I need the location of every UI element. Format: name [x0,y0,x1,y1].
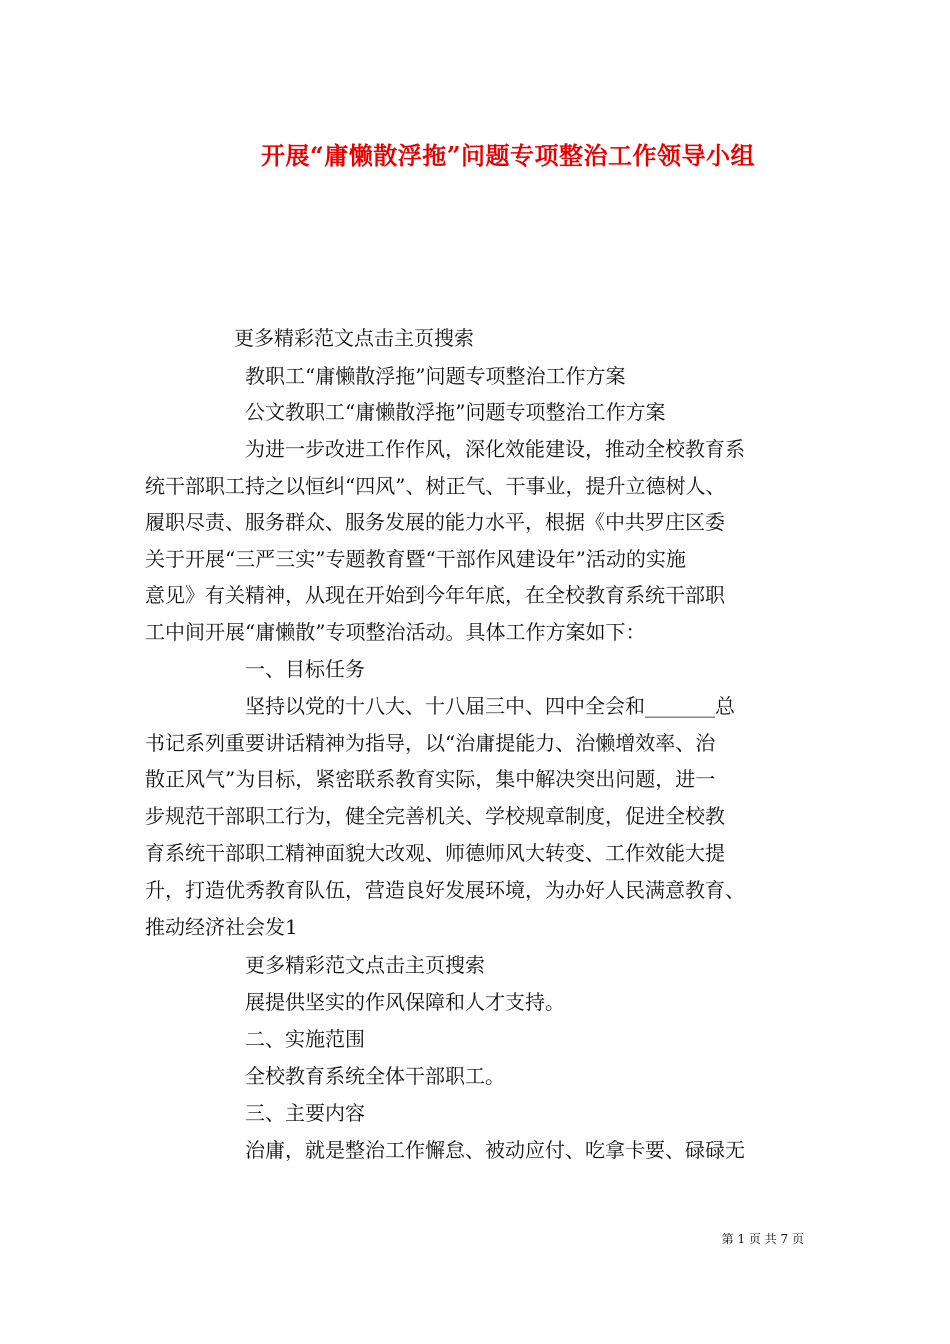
text-line: 更多精彩范文点击主页搜索 [234,326,474,350]
text-line: 育系统干部职工精神面貌大改观、师德师风大转变、工作效能大提 [145,841,725,865]
text-line: 统干部职工持之以恒纠“四风”、树正气、干事业，提升立德树人、 [145,474,726,498]
text-line: 推动经济社会发1 [145,915,298,939]
text-line: 散正风气”为目标，紧密联系教育实际，集中解决突出问题，进一 [145,767,716,791]
document-title: 开展“庸懒散浮拖”问题专项整治工作领导小组 [260,141,756,170]
text-line: 治庸，就是整治工作懈怠、被动应付、吃拿卡要、碌碌无 [245,1138,745,1162]
text-line: 履职尽责、服务群众、服务发展的能力水平，根据《中共罗庄区委 [145,510,725,534]
section-heading: 三、主要内容 [245,1101,365,1125]
text-line: 工中间开展“庸懒散”专项整治活动。具体工作方案如下： [145,620,646,644]
text-line: 全校教育系统全体干部职工。 [245,1064,505,1088]
text-line: 升，打造优秀教育队伍，营造良好发展环境，为办好人民满意教育、 [145,878,745,902]
section-heading: 二、实施范围 [245,1027,365,1051]
text-line: 意见》有关精神，从现在开始到今年年底，在全校教育系统干部职 [145,583,725,607]
section-heading: 一、目标任务 [245,657,365,681]
text-line: 公文教职工“庸懒散浮拖”问题专项整治工作方案 [245,400,666,424]
text-line: 坚持以党的十八大、十八届三中、四中全会和_______总 [245,694,735,718]
page-number: 第 1 页 共 7 页 [721,1232,804,1246]
text-line: 步规范干部职工行为，健全完善机关、学校规章制度，促进全校教 [145,804,725,828]
text-line: 关于开展“三严三实”专题教育暨“干部作风建设年”活动的实施 [145,547,686,571]
text-line: 为进一步改进工作作风，深化效能建设，推动全校教育系 [245,437,745,461]
text-line: 书记系列重要讲话精神为指导，以“治庸提能力、治懒增效率、治 [145,731,716,755]
text-line: 教职工“庸懒散浮拖”问题专项整治工作方案 [245,364,626,388]
text-line: 更多精彩范文点击主页搜索 [245,953,485,977]
text-line: 展提供坚实的作风保障和人才支持。 [245,990,565,1014]
